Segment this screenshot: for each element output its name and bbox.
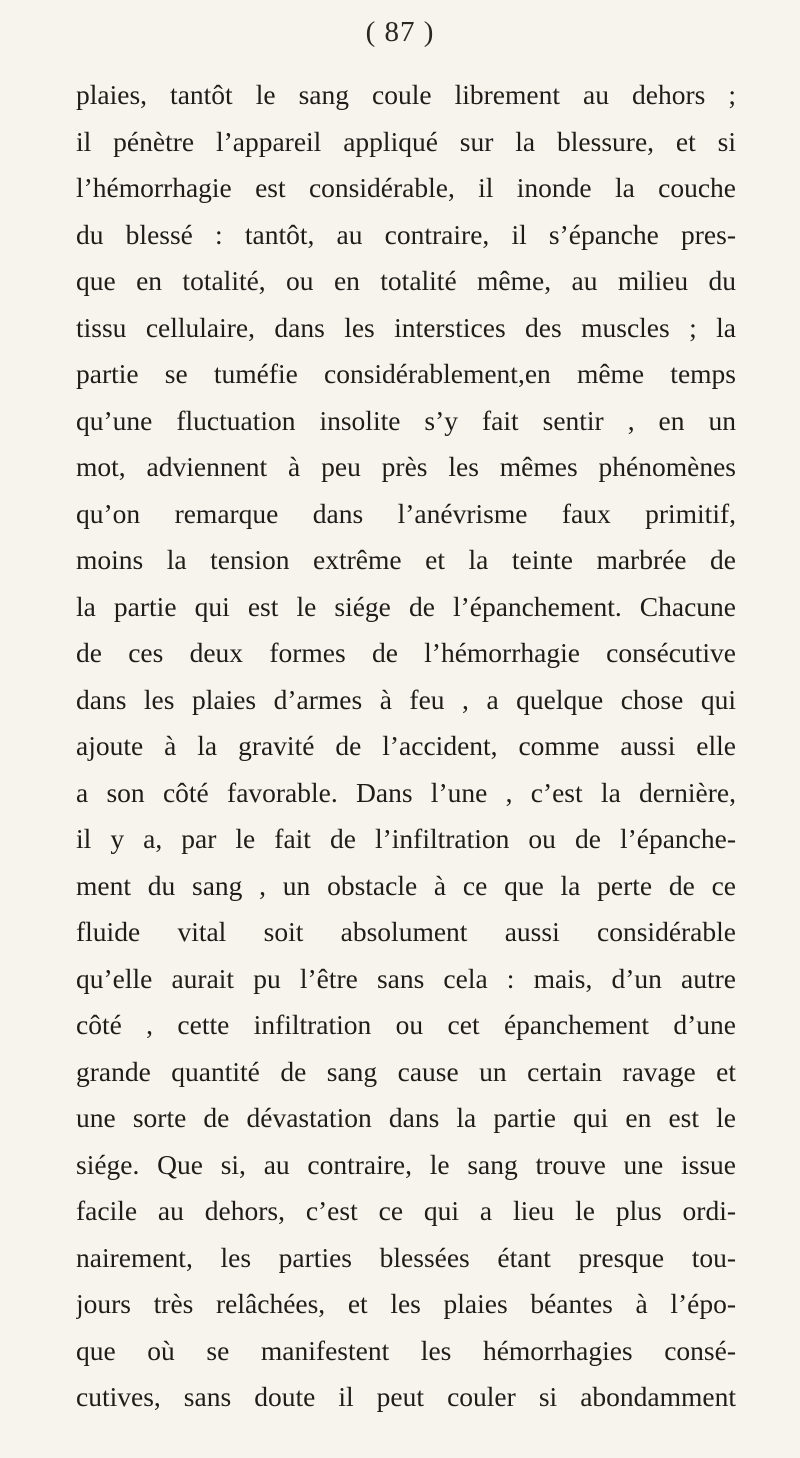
text-line: nairement, les parties blessées étant presque tou- [76, 1241, 736, 1273]
text-line: l’hémorrhagie est considérable, il inonde la couche [76, 172, 736, 203]
text-line: qu’elle aurait pu l’être sans cela : mais, d’un autre [76, 962, 736, 994]
text-line: une sorte de dévastation dans la partie qui en est le [76, 1102, 736, 1133]
text-line: ajoute à la gravité de l’accident, comme aussi elle [76, 730, 736, 761]
text-line: siége. Que si, au contraire, le sang trouve une issue [76, 1148, 736, 1180]
text-line: il y a, par le fait de l’infiltration ou de l’épanche- [76, 823, 736, 854]
text-line: grande quantité de sang cause un certain ravage et [76, 1055, 736, 1087]
text-line: facile au dehors, c’est ce qui a lieu le plus ordi- [76, 1195, 736, 1226]
text-line: la partie qui est le siége de l’épanchement. Chacune [76, 590, 736, 622]
text-line: qu’on remarque dans l’anévrisme faux primitif, [76, 497, 736, 529]
text-line: ment du sang , un obstacle à ce que la perte de ce [76, 869, 736, 901]
text-line: du blessé : tantôt, au contraire, il s’épanche pres- [76, 218, 736, 250]
text-line: moins la tension extrême et la teinte marbrée de [76, 544, 736, 575]
text-line: a son côté favorable. Dans l’une , c’est la dernière, [76, 776, 736, 808]
text-line: jours très relâchées, et les plaies béantes à l’épo- [76, 1288, 736, 1319]
text-line: fluide vital soit absolument aussi considérable [76, 916, 736, 947]
text-line: plaies, tantôt le sang coule librement au dehors ; [76, 79, 736, 110]
text-line: que en totalité, ou en totalité même, au milieu du [76, 265, 736, 296]
text-line: cutives, sans doute il peut couler si abondamment [76, 1381, 736, 1412]
text-line: qu’une fluctuation insolite s’y fait sentir , en un [76, 404, 736, 436]
text-line: de ces deux formes de l’hémorrhagie consécutive [76, 637, 736, 668]
text-line: mot, adviennent à peu près les mêmes phénomènes [76, 451, 736, 482]
text-line: dans les plaies d’armes à feu , a quelque chose qui [76, 683, 736, 715]
body-text [76, 72, 736, 1421]
text-line: il pénètre l’appareil appliqué sur la blessure, et si [76, 125, 736, 157]
text-line: côté , cette infiltration ou cet épanchement d’une [76, 1009, 736, 1040]
text-line: que où se manifestent les hémorrhagies consé- [76, 1334, 736, 1366]
page-number: ( 87 ) [365, 16, 435, 48]
text-line: partie se tuméfie considérablement,en même temps [76, 358, 736, 389]
text-line: tissu cellulaire, dans les interstices des muscles ; la [76, 311, 736, 343]
